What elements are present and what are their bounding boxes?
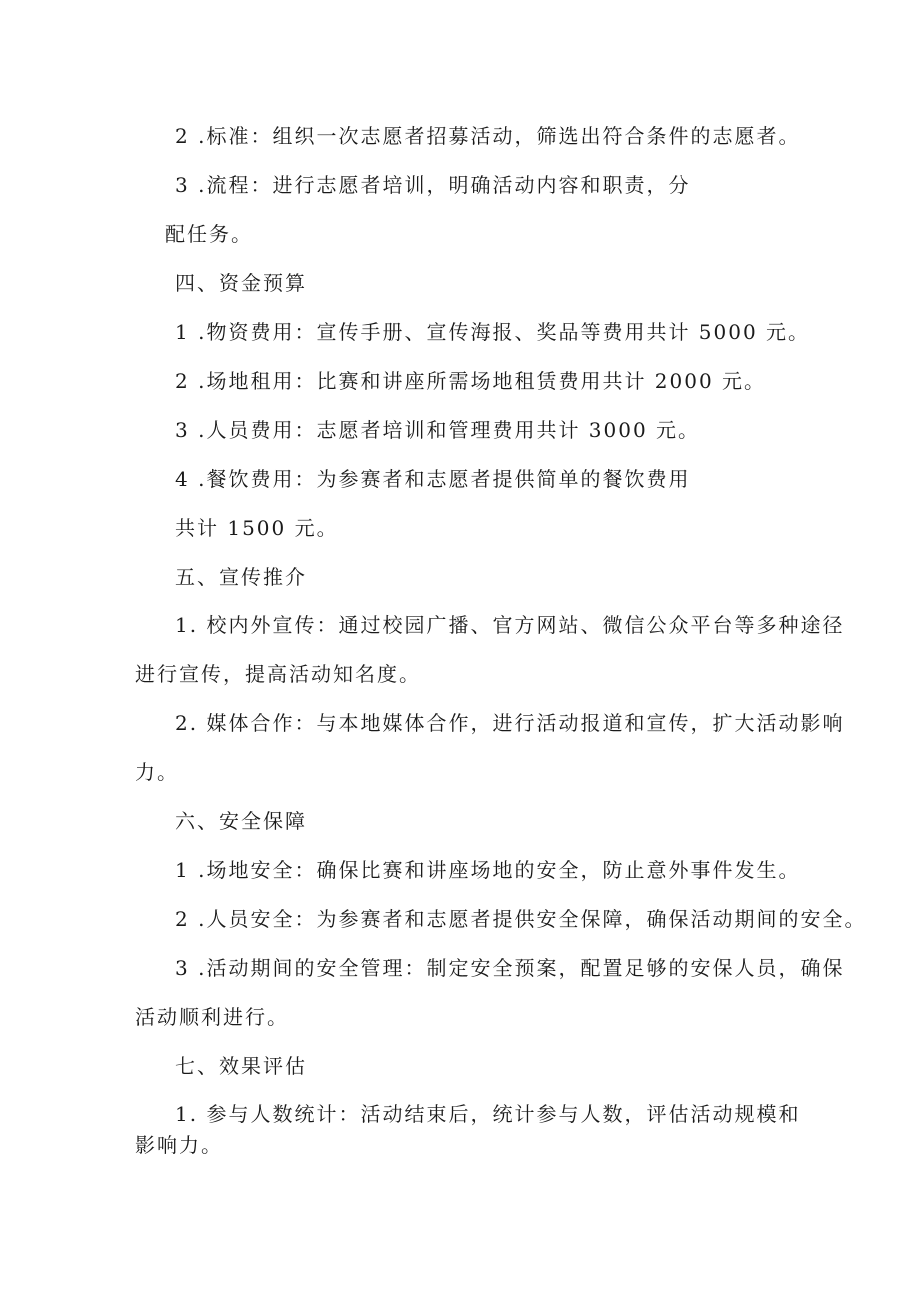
para-safety-management-cont: 活动顺利进行。: [135, 1005, 289, 1029]
para-materials-cost: 1 .物资费用：宣传手册、宣传海报、奖品等费用共计 5000 元。: [175, 320, 811, 344]
para-campus-promotion-cont: 进行宣传，提高活动知名度。: [135, 662, 421, 686]
para-venue-safety: 1 .场地安全：确保比赛和讲座场地的安全，防止意外事件发生。: [175, 858, 801, 882]
heading-promotion: 五、宣传推介: [175, 565, 307, 589]
para-catering-cost-cont: 共计 1500 元。: [175, 516, 339, 540]
heading-budget: 四、资金预算: [175, 271, 307, 295]
para-personnel-cost: 3 .人员费用：志愿者培训和管理费用共计 3000 元。: [175, 418, 701, 442]
heading-safety: 六、安全保障: [175, 809, 307, 833]
para-media-cooperation: 2. 媒体合作：与本地媒体合作，进行活动报道和宣传，扩大活动影响: [175, 711, 845, 735]
heading-evaluation: 七、效果评估: [175, 1054, 307, 1078]
para-media-cooperation-cont: 力。: [135, 760, 179, 784]
para-participant-stats: 1. 参与人数统计：活动结束后，统计参与人数，评估活动规模和: [175, 1102, 801, 1126]
para-participant-stats-cont: 影响力。: [135, 1133, 223, 1157]
para-venue-rent: 2 .场地租用：比赛和讲座所需场地租赁费用共计 2000 元。: [175, 369, 767, 393]
para-process: 3 .流程：进行志愿者培训，明确活动内容和职责，分: [175, 173, 691, 197]
para-safety-management: 3 .活动期间的安全管理：制定安全预案，配置足够的安保人员，确保: [175, 956, 845, 980]
para-campus-promotion: 1. 校内外宣传：通过校园广播、官方网站、微信公众平台等多种途径: [175, 613, 845, 637]
para-standard: 2 .标准：组织一次志愿者招募活动，筛选出符合条件的志愿者。: [175, 124, 801, 148]
para-catering-cost: 4 .餐饮费用：为参赛者和志愿者提供简单的餐饮费用: [175, 467, 691, 491]
para-personnel-safety: 2 .人员安全：为参赛者和志愿者提供安全保障，确保活动期间的安全。: [175, 907, 867, 931]
para-process-cont: 配任务。: [165, 222, 253, 246]
